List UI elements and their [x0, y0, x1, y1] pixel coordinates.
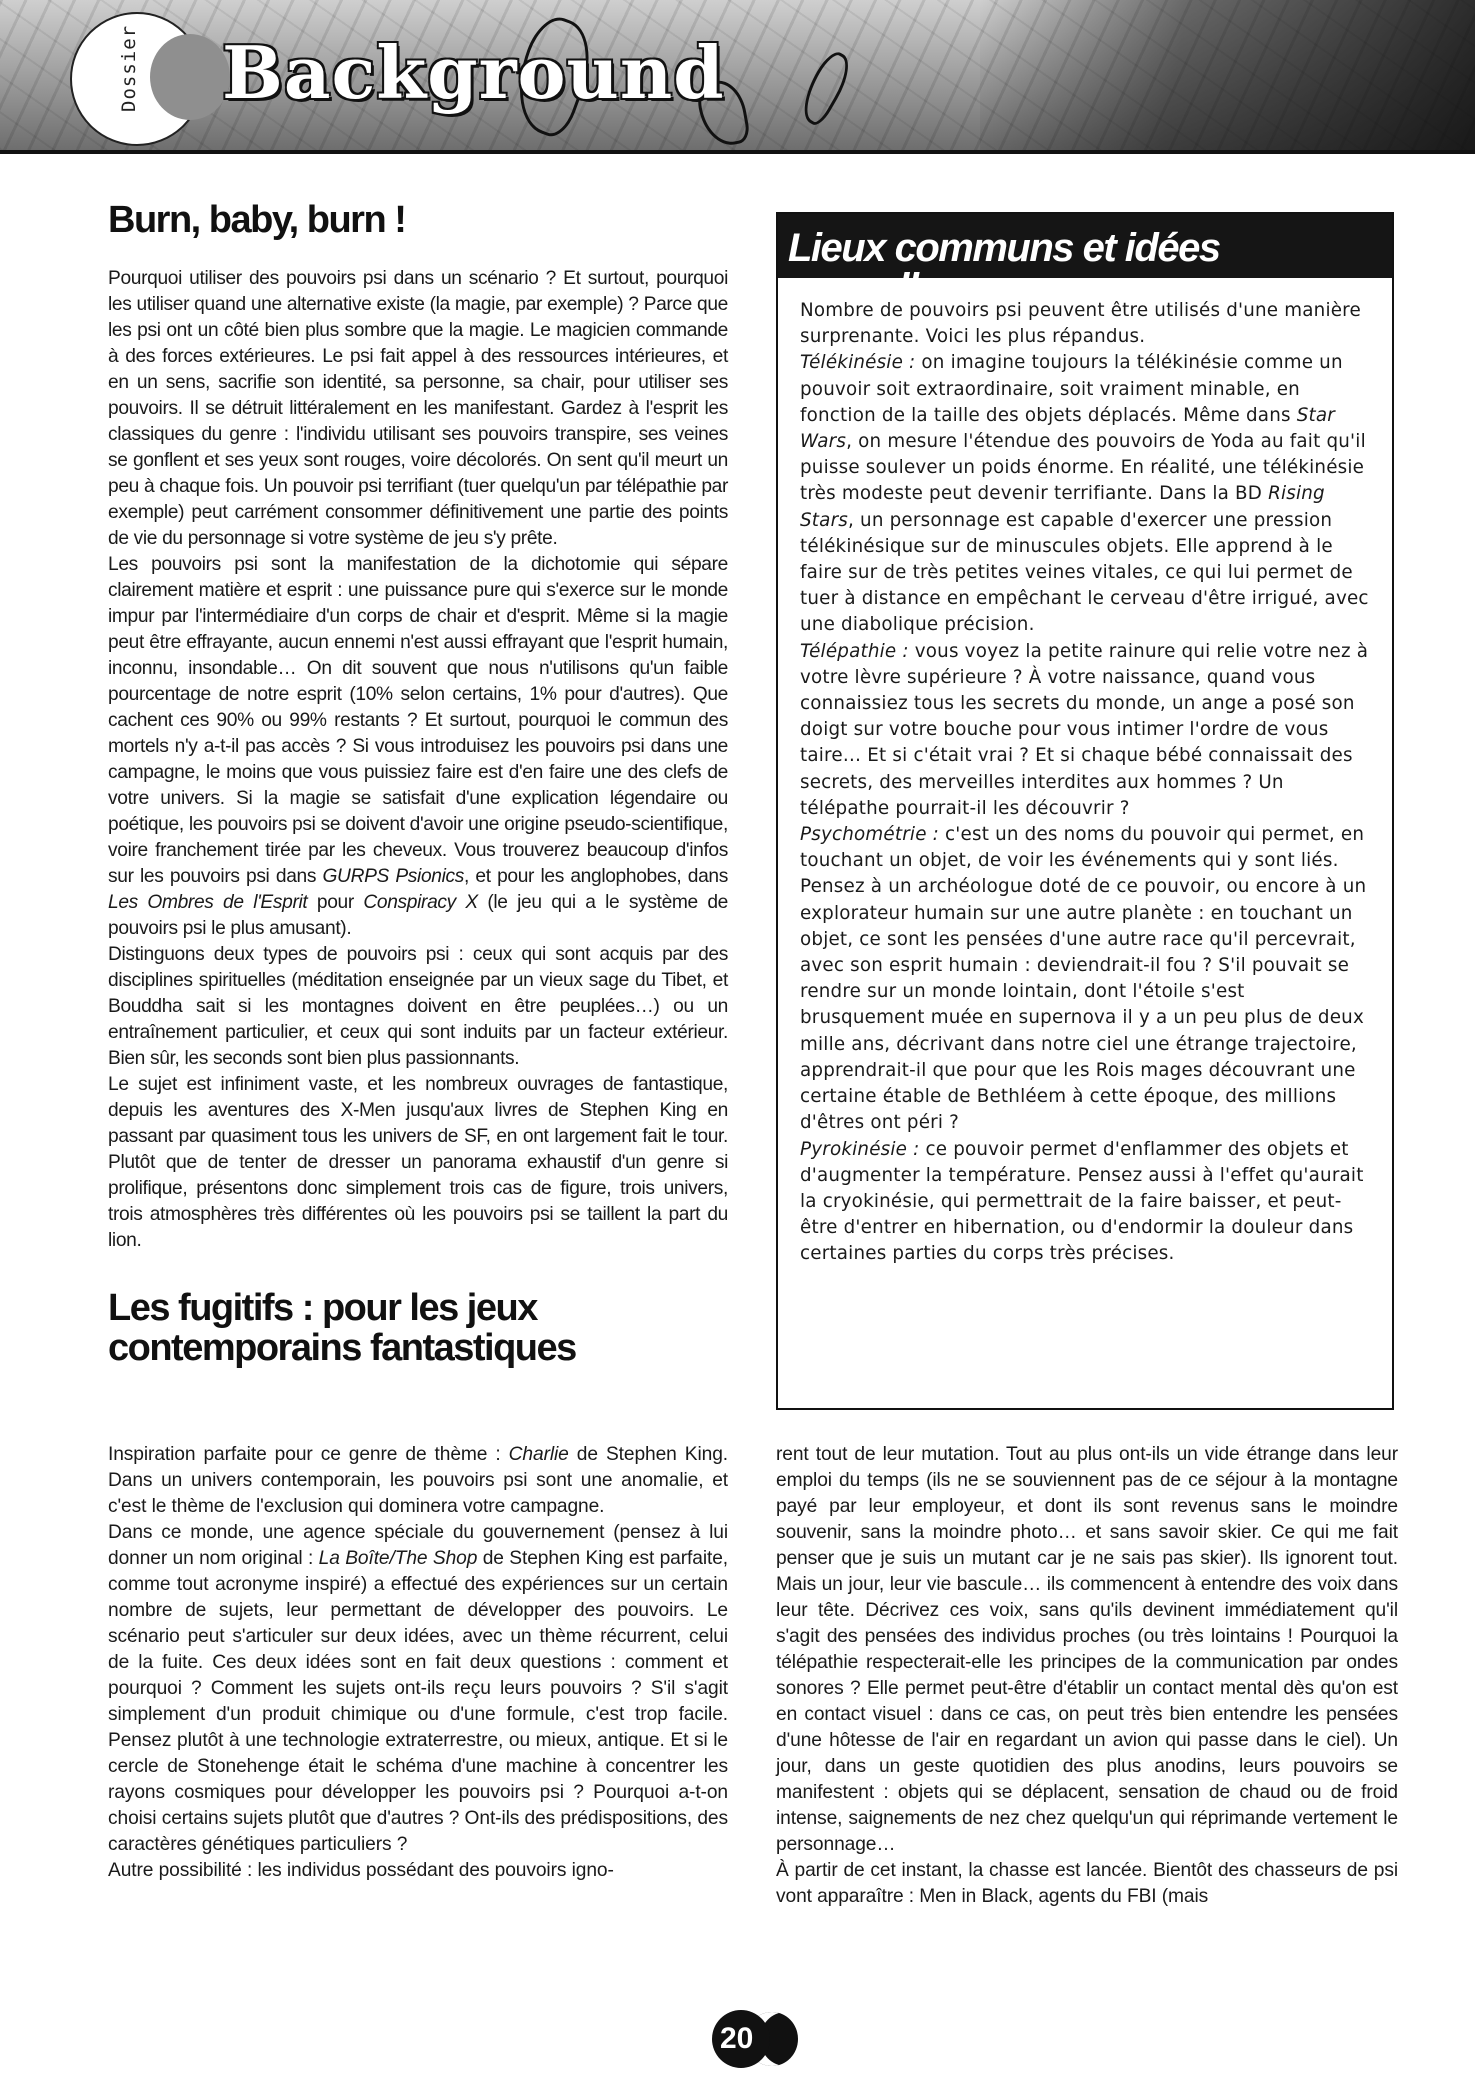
page-number-badge — [712, 2010, 802, 2070]
sidebar-item-telepathie: Télépathie : vous voyez la petite rainure qui relie votre nez à votre lèvre supérieure ? À votre naissance, quand vous connaissiez tous les secrets du monde, un ange a posé son doigt sur votre bouche pour vous intimer l'ordre de vous taire… Et si c'était vrai ? Et si chaque bébé connaissait des secrets, des merveilles interdites aux hommes ? Un télépathe pourrait-il les découvrir ? — [800, 640, 1369, 819]
article-column-left — [108, 200, 728, 1368]
paragraph: Le sujet est infiniment vaste, et les nombreux ouvrages de fantastique, depuis les aventures des X-Men jusqu'aux livres de Stephen King en passant par quasiment tous les univers de SF, en ont largement fait le tour. Plutôt que de tenter de dresser un panorama exhaustif d'un genre si prolifique, présentons donc simplement trois cas de figure, trois univers, trois atmosphères très différentes où les pouvoirs psi se taillent la part du lion. — [108, 1074, 728, 1251]
paragraph: rent tout de leur mutation. Tout au plus ont-ils un vide étrange dans leur emploi du temps (ils ne se souviennent pas de ce séjour à la montagne payé par leur employeur, et dont ils sont revenus sans le moindre souvenir, sans la moindre photo… et sans savoir skier. Ce qui me fait penser que je suis un mutant car je ne sais pas skier). Ils ignorent tout. Mais un jour, leur vie bascule… ils commencent à entendre des voix dans leur tête. Décrivez ces voix, sans qu'ils devinent immédiatement qu'il s'agit des pensées des individus proches (ou très lointains ! Pourquoi la télépathie respecterait-elle les principes de la communication par ondes sonores ? Elle permet peut-être d'établir un contact mental dès qu'on est en contact visuel : dans ce cas, on peut très bien entendre les pensées d'une hôtesse de l'air en regardant un avion qui passe dans le ciel). Un jour, dans un geste quotidien des plus anodins, leurs pouvoirs se manifestent : objets qui se déplacent, sensation de chaud ou de froid intense, saignements de nez chez quelqu'un qui réprimande vertement le personnage… — [776, 1444, 1398, 1855]
sidebar-item-pyrokinesie: Pyrokinésie : ce pouvoir permet d'enflammer des objets et d'augmenter la température. Pensez aussi à l'effet qu'aurait la cryokinésie, qui permettrait de la faire baisser, et peut-être d'entrer en hibernation, ou d'endormir la douleur dans certaines parties du corps très précises. — [800, 1138, 1364, 1265]
sidebar-item-psychometrie: Psychométrie : c'est un des noms du pouvoir qui permet, en touchant un objet, de voir les événements qui y sont liés. Pensez à un archéologue doté de ce pouvoir, ou encore à un explorateur humain sur une autre planète : en touchant un objet, ce sont les pensées d'une autre race qu'il percevrait, avec son esprit humain : deviendrait-il fou ? S'il pouvait se rendre sur un monde lointain, dont l'étoile s'est brusquement muée en supernova il y a un peu plus de deux mille ans, décrivant dans notre ciel une étrange trajectoire, apprendrait-il que pour que les Rois mages découvrant une certaine étable de Bethléem à cette époque, des millions d'êtres ont péri ? — [800, 824, 1367, 1134]
page-number: 20 — [720, 2022, 754, 2055]
article-heading: Burn, baby, burn ! — [108, 199, 406, 241]
paragraph: Inspiration parfaite pour ce genre de thème : Charlie de Stephen King. Dans un univers contemporain, les pouvoirs psi sont une anomalie, et c'est le thème de l'exclusion qui dominera votre campagne. — [108, 1444, 728, 1517]
fugitifs-column-left — [108, 1442, 728, 1884]
header-banner — [0, 0, 1475, 154]
fugitifs-body-left — [108, 1442, 728, 1884]
sidebar-intro: Nombre de pouvoirs psi peuvent être utilisés d'une manière surprenante. Voici les plus répandus. — [800, 300, 1361, 348]
banner-illustration — [980, 0, 1475, 150]
section-label: Dossier — [118, 24, 140, 112]
paragraph: Pourquoi utiliser des pouvoirs psi dans un scénario ? Et surtout, pourquoi les utiliser quand une alternative existe (la magie, par exemple) ? Parce que les psi ont un côté bien plus sombre que la magie. Le magicien commande à des forces extérieures. Le psi fait appel à des ressources intérieures, et en un sens, sacrifie son identité, sa personne, sa chair, pour utiliser ses pouvoirs. Il se détruit littéralement en les manifestant. Gardez à l'esprit les classiques du genre : l'individu utilisant ses pouvoirs transpire, ses veines se gonflent et ses yeux sont rouges, voire décolorés. On sent qu'il meurt un peu à chaque fois. Un pouvoir psi terrifiant (tuer quelqu'un par télépathie par exemple) peut carrément consommer définitivement une partie des points de vie du personnage si votre système de jeu s'y prête. — [108, 268, 728, 549]
fugitifs-column-right — [776, 1442, 1398, 1910]
sidebar-title: Lieux communs et idées nouvelles — [778, 214, 1392, 278]
paragraph: Distinguons deux types de pouvoirs psi : ceux qui sont acquis par des disciplines spirituelles (méditation enseignée par un vieux sage du Tibet, et Bouddha sait si les montagnes doivent en être peuplées…) ou un entraînement particulier, et ceux qui sont induits par un facteur extérieur. Bien sûr, les seconds sont bien plus passionnants. — [108, 944, 728, 1069]
banner-scribble — [793, 47, 858, 128]
article-body — [108, 266, 728, 1254]
sidebar-body — [778, 278, 1392, 1268]
section-heading: Les fugitifs : pour les jeux contemporains fantastiques — [108, 1287, 576, 1369]
paragraph: Dans ce monde, une agence spéciale du gouvernement (pensez à lui donner un nom original : La Boîte/The Shop de Stephen King est parfaite, comme tout acronyme inspiré) a effectué des expériences sur un certain nombre de sujets, leur permettant de développer des pouvoirs. Le scénario peut s'articuler sur deux idées, avec un thème récurrent, celui de la fuite. Ces deux idées sont en fait deux questions : comment et pourquoi ? Comment les sujets ont-ils reçu leurs pouvoirs ? S'il s'agit simplement d'un produit chimique ou d'une formule, c'est trop facile. Pensez plutôt à une technologie extraterrestre, ou mieux, antique. Et si le cercle de Stonehenge était le schéma d'une machine à concentrer les rayons cosmiques pour développer les pouvoirs psi ? Pourquoi a-t-on choisi certains sujets plutôt que d'autres ? Ont-ils des prédispositions, des caractères génétiques particuliers ? — [108, 1522, 729, 1855]
paragraph: Les pouvoirs psi sont la manifestation de la dichotomie qui sépare clairement matière et esprit : une puissance pure qui s'exerce sur le monde impur par l'intermédiaire d'un corps de chair et d'esprit. Même si la magie peut être effrayante, aucun ennemi n'est aussi effrayant que l'esprit humain, inconnu, insondable… On dit souvent que nous n'utilisons qu'un faible pourcentage de notre esprit (10% selon certains, 1% pour d'autres). Que cachent ces 90% ou 99% restants ? Et surtout, pourquoi le commun des mortels n'y a-t-il pas accès ? Si vous introduisez les pouvoirs psi dans une campagne, le moins que vous puissiez faire est d'en faire une des clefs de votre univers. Si la magie se satisfait d'une explication légendaire ou poétique, les pouvoirs psi se doivent d'avoir une origine pseudo-scientifique, voire franchement tirée par les cheveux. Vous trouverez beaucoup d'infos sur les pouvoirs psi dans GURPS Psionics, et pour les anglophobes, dans Les Ombres de l'Esprit pour Conspiracy X (le jeu qui a le système de pouvoirs psi le plus amusant). — [108, 554, 728, 939]
page-title: Background — [222, 30, 725, 115]
paragraph: À partir de cet instant, la chasse est lancée. Bientôt des chasseurs de psi vont apparaître : Men in Black, agents du FBI (mais — [776, 1860, 1398, 1907]
sidebar-box — [776, 212, 1394, 1410]
magazine-logo-notch — [150, 34, 230, 120]
sidebar-item-telekinesie: Télékinésie : on imagine toujours la télékinésie comme un pouvoir soit extraordinaire, soit vraiment minable, en fonction de la taille des objets déplacés. Même dans Star Wars, on mesure l'étendue des pouvoirs de Yoda au fait qu'il puisse soulever un poids énorme. En réalité, une télékinésie très modeste peut devenir terrifiante. Dans la BD Rising Stars, un personnage est capable d'exercer une pression télékinésique sur de minuscules objets. Elle apprend à le faire sur de très petites veines vitales, ce qui lui permet de tuer à distance en empêchant le cerveau d'être irrigué, avec une diabolique précision. — [800, 352, 1369, 636]
fugitifs-body-right — [776, 1442, 1398, 1910]
paragraph: Autre possibilité : les individus possédant des pouvoirs igno- — [108, 1860, 614, 1881]
